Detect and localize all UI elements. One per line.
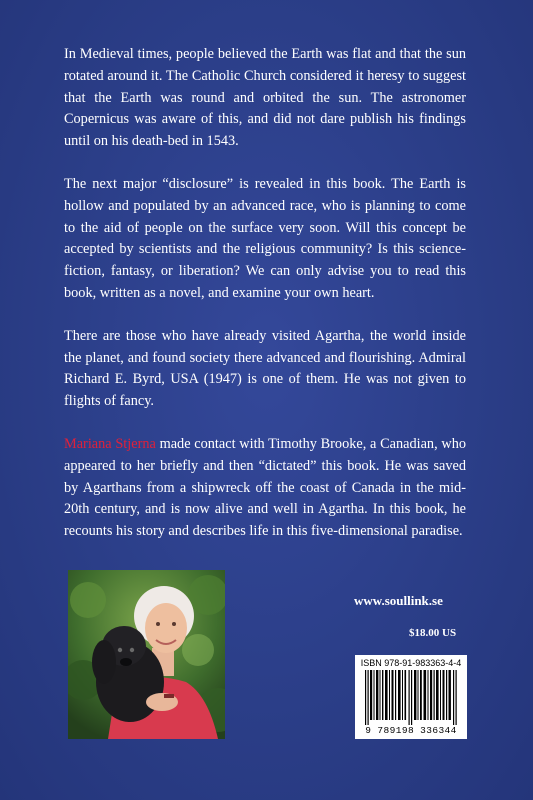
price: $18.00 US [409, 627, 457, 639]
paragraph-author [64, 434, 466, 543]
paragraph-author-text: made contact with Timothy Brooke, a Canadian, who appeared to her briefly and then “dictated” this book. He was saved by Agarthans from a shipwreck off the coast of Canada in the mid-20th century, and is now alive and well in Agartha. In this book, he recounts his story and describes life in this five-dimensional paradise. [64, 435, 466, 540]
author-name: Mariana Stjerna [64, 435, 156, 452]
author-photo [68, 570, 225, 739]
barcode-number: 9 789198 336344 [365, 725, 457, 736]
paragraph-disclosure: The next major “disclosure” is revealed in this book. The Earth is hollow and populated by an advanced race, who is planning to come to the aid of people on the surface very soon. Will this concept be accepted by scientists and the religious community? Is this science-fiction, fantasy, or liberation? We can only advise you to read this book, written as a novel, and examine your own heart. [64, 175, 466, 301]
barcode-bars [363, 670, 459, 725]
website-url: www.soullink.se [354, 593, 443, 608]
paragraph-agartha: There are those who have already visited Agartha, the world inside the planet, and found society there advanced and flourishing. Admiral Richard E. Byrd, USA (1947) is one of them. He was not given to flights of fancy. [64, 327, 466, 410]
isbn-label: ISBN 978-91-983363-4-4 [360, 658, 462, 668]
barcode [355, 655, 467, 739]
author-photo-image [68, 570, 225, 739]
paragraph-medieval: In Medieval times, people believed the Earth was flat and that the sun rotated around it. The Catholic Church considered it heresy to suggest that the Earth was round and orbited the sun. The astronomer Copernicus was aware of this, and did not dare publish his findings until on his death-bed in 1543. [64, 46, 466, 150]
blurb-text [64, 44, 466, 564]
